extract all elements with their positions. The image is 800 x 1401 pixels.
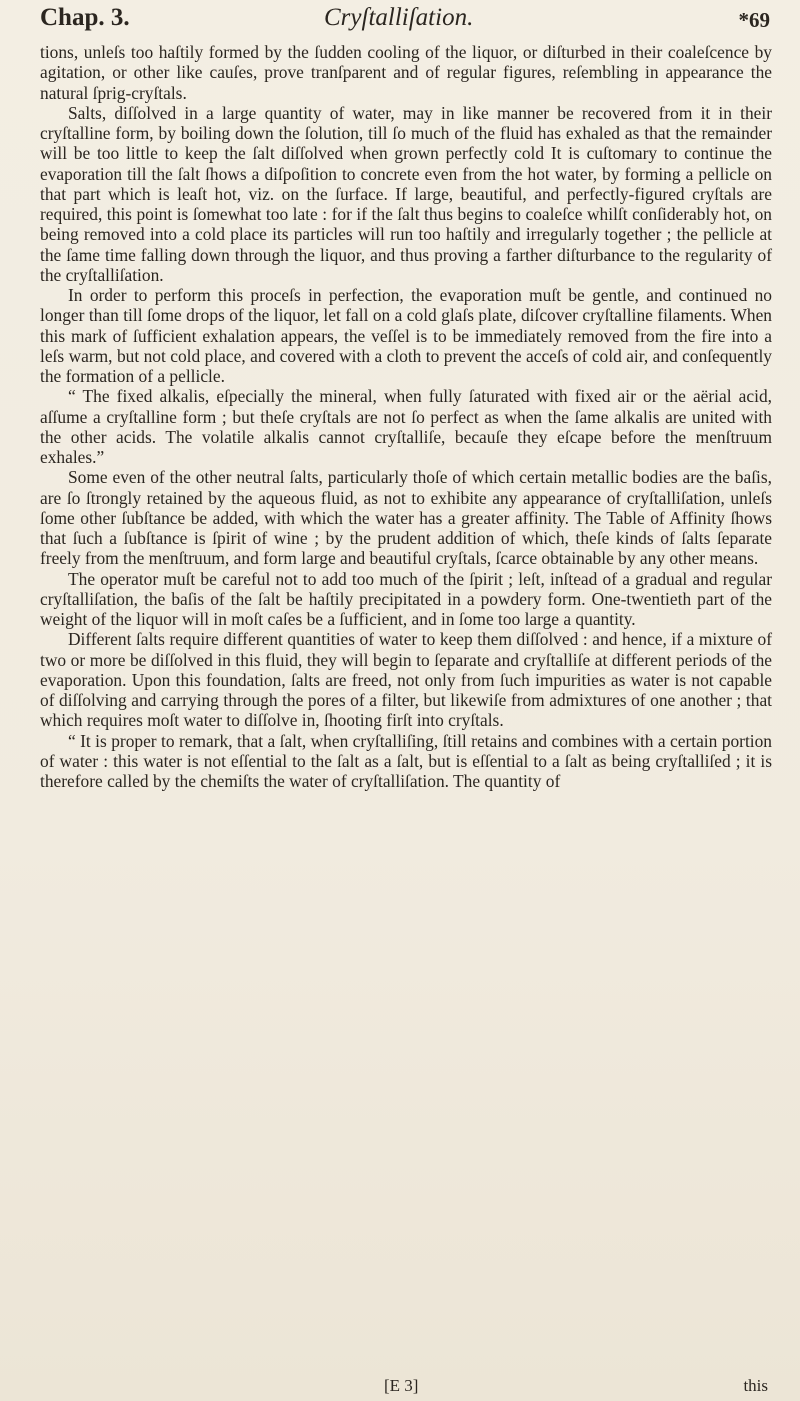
- paragraph: The operator muſt be careful not to add too much of the ſpirit ; leſt, inſtead of a gradual and regular cryſtalliſation, the baſis of the ſalt be haſtily precipitated in a powdery form. One-twentieth part of the weight of the liquor will in moſt caſes be a ſufficient, and in ſome too large a quantity.: [40, 568, 772, 629]
- paragraph: In order to perform this proceſs in perfection, the evaporation muſt be gentle, and continued no longer than till ſome drops of the liquor, let fall on a cold glaſs plate, diſcover cryſtalline filaments. When this mark of ſufficient exhalation appears, the veſſel is to be immediately removed from the fire into a leſs warm, but not cold place, and covered with a cloth to prevent the acceſs of cold air, and conſequently the formation of a pellicle.: [40, 285, 772, 386]
- page-footer: [40, 1376, 772, 1398]
- paragraph: Salts, diſſolved in a large quantity of water, may in like manner be recovered from it in their cryſtalline form, by boiling down the ſolution, till ſo much of the fluid has exhaled as that the remainder will be too little to keep the ſalt diſſolved when grown perfectly cold It is cuſtomary to continue the evaporation till the ſalt ſhows a diſpoſition to concrete even from the hot water, by forming a pellicle on that part which is leaſt hot, viz. on the ſurface. If large, beautiful, and perfectly-figured cryſtals are required, this point is ſomewhat too late : for if the ſalt thus begins to coaleſce whilſt conſiderably hot, on being removed into a cold place its particles will run too haſtily and irregularly together ; the pellicle at the ſame time falling down through the liquor, and thus proving a farther diſturbance to the regularity of the cryſtalliſation.: [40, 102, 772, 285]
- chapter-label: Chap. 3.: [40, 4, 130, 31]
- paragraph: Different ſalts require different quantities of water to keep them diſſolved : and hence, if a mixture of two or more be diſſolved in this fluid, they will begin to ſeparate and cryſtalliſe at different periods of the evaporation. Upon this foundation, ſalts are freed, not only from ſuch impurities as water is not capable of diſſolving and carrying through the pores of a filter, but likewiſe from admixtures of one another ; that which requires moſt water to diſſolve in, ſhooting firſt into cryſtals.: [40, 629, 772, 731]
- paragraph: tions, unleſs too haſtily formed by the ſudden cooling of the liquor, or diſturbed in their coaleſcence by agitation, or other like cauſes, prove tranſparent and of regular figures, reſembling in appearance the natural ſprig-cryſtals.: [40, 42, 772, 103]
- paragraph: “ The fixed alkalis, eſpecially the mineral, when fully ſaturated with fixed air or the aërial acid, aſſume a cryſtalline form ; but theſe cryſtals are not ſo perfect as when the ſame alkalis are united with the other acids. The volatile alkalis cannot cryſtalliſe, becauſe they eſcape before the menſtruum exhales.”: [40, 386, 772, 467]
- paragraph: “ It is proper to remark, that a ſalt, when cryſtalliſing, ſtill retains and combines with a certain portion of water : this water is not eſſential to the ſalt as a ſalt, but is eſſential to a ſalt as being cryſtalliſed ; it is therefore called by the chemiſts the water of cryſtalliſation. The quantity of: [40, 730, 772, 791]
- paragraph: Some even of the other neutral ſalts, particularly thoſe of which certain metallic bodies are the baſis, are ſo ſtrongly retained by the aqueous fluid, as not to exhibite any appearance of cryſtalliſation, unleſs ſome other ſubſtance be added, with which the water has a greater affinity. The Table of Affinity ſhows that ſuch a ſubſtance is ſpirit of wine ; by the prudent addition of which, theſe kinds of ſalts ſeparate freely from the menſtruum, and form large and beautiful cryſtals, ſcarce obtainable by any other means.: [40, 467, 772, 569]
- running-title: Cryſtalliſation.: [324, 4, 474, 31]
- catchword: this: [743, 1376, 768, 1395]
- signature-mark: [E 3]: [384, 1376, 419, 1395]
- page-number: *69: [738, 8, 770, 32]
- running-header: [40, 4, 770, 38]
- page-body: [40, 42, 772, 791]
